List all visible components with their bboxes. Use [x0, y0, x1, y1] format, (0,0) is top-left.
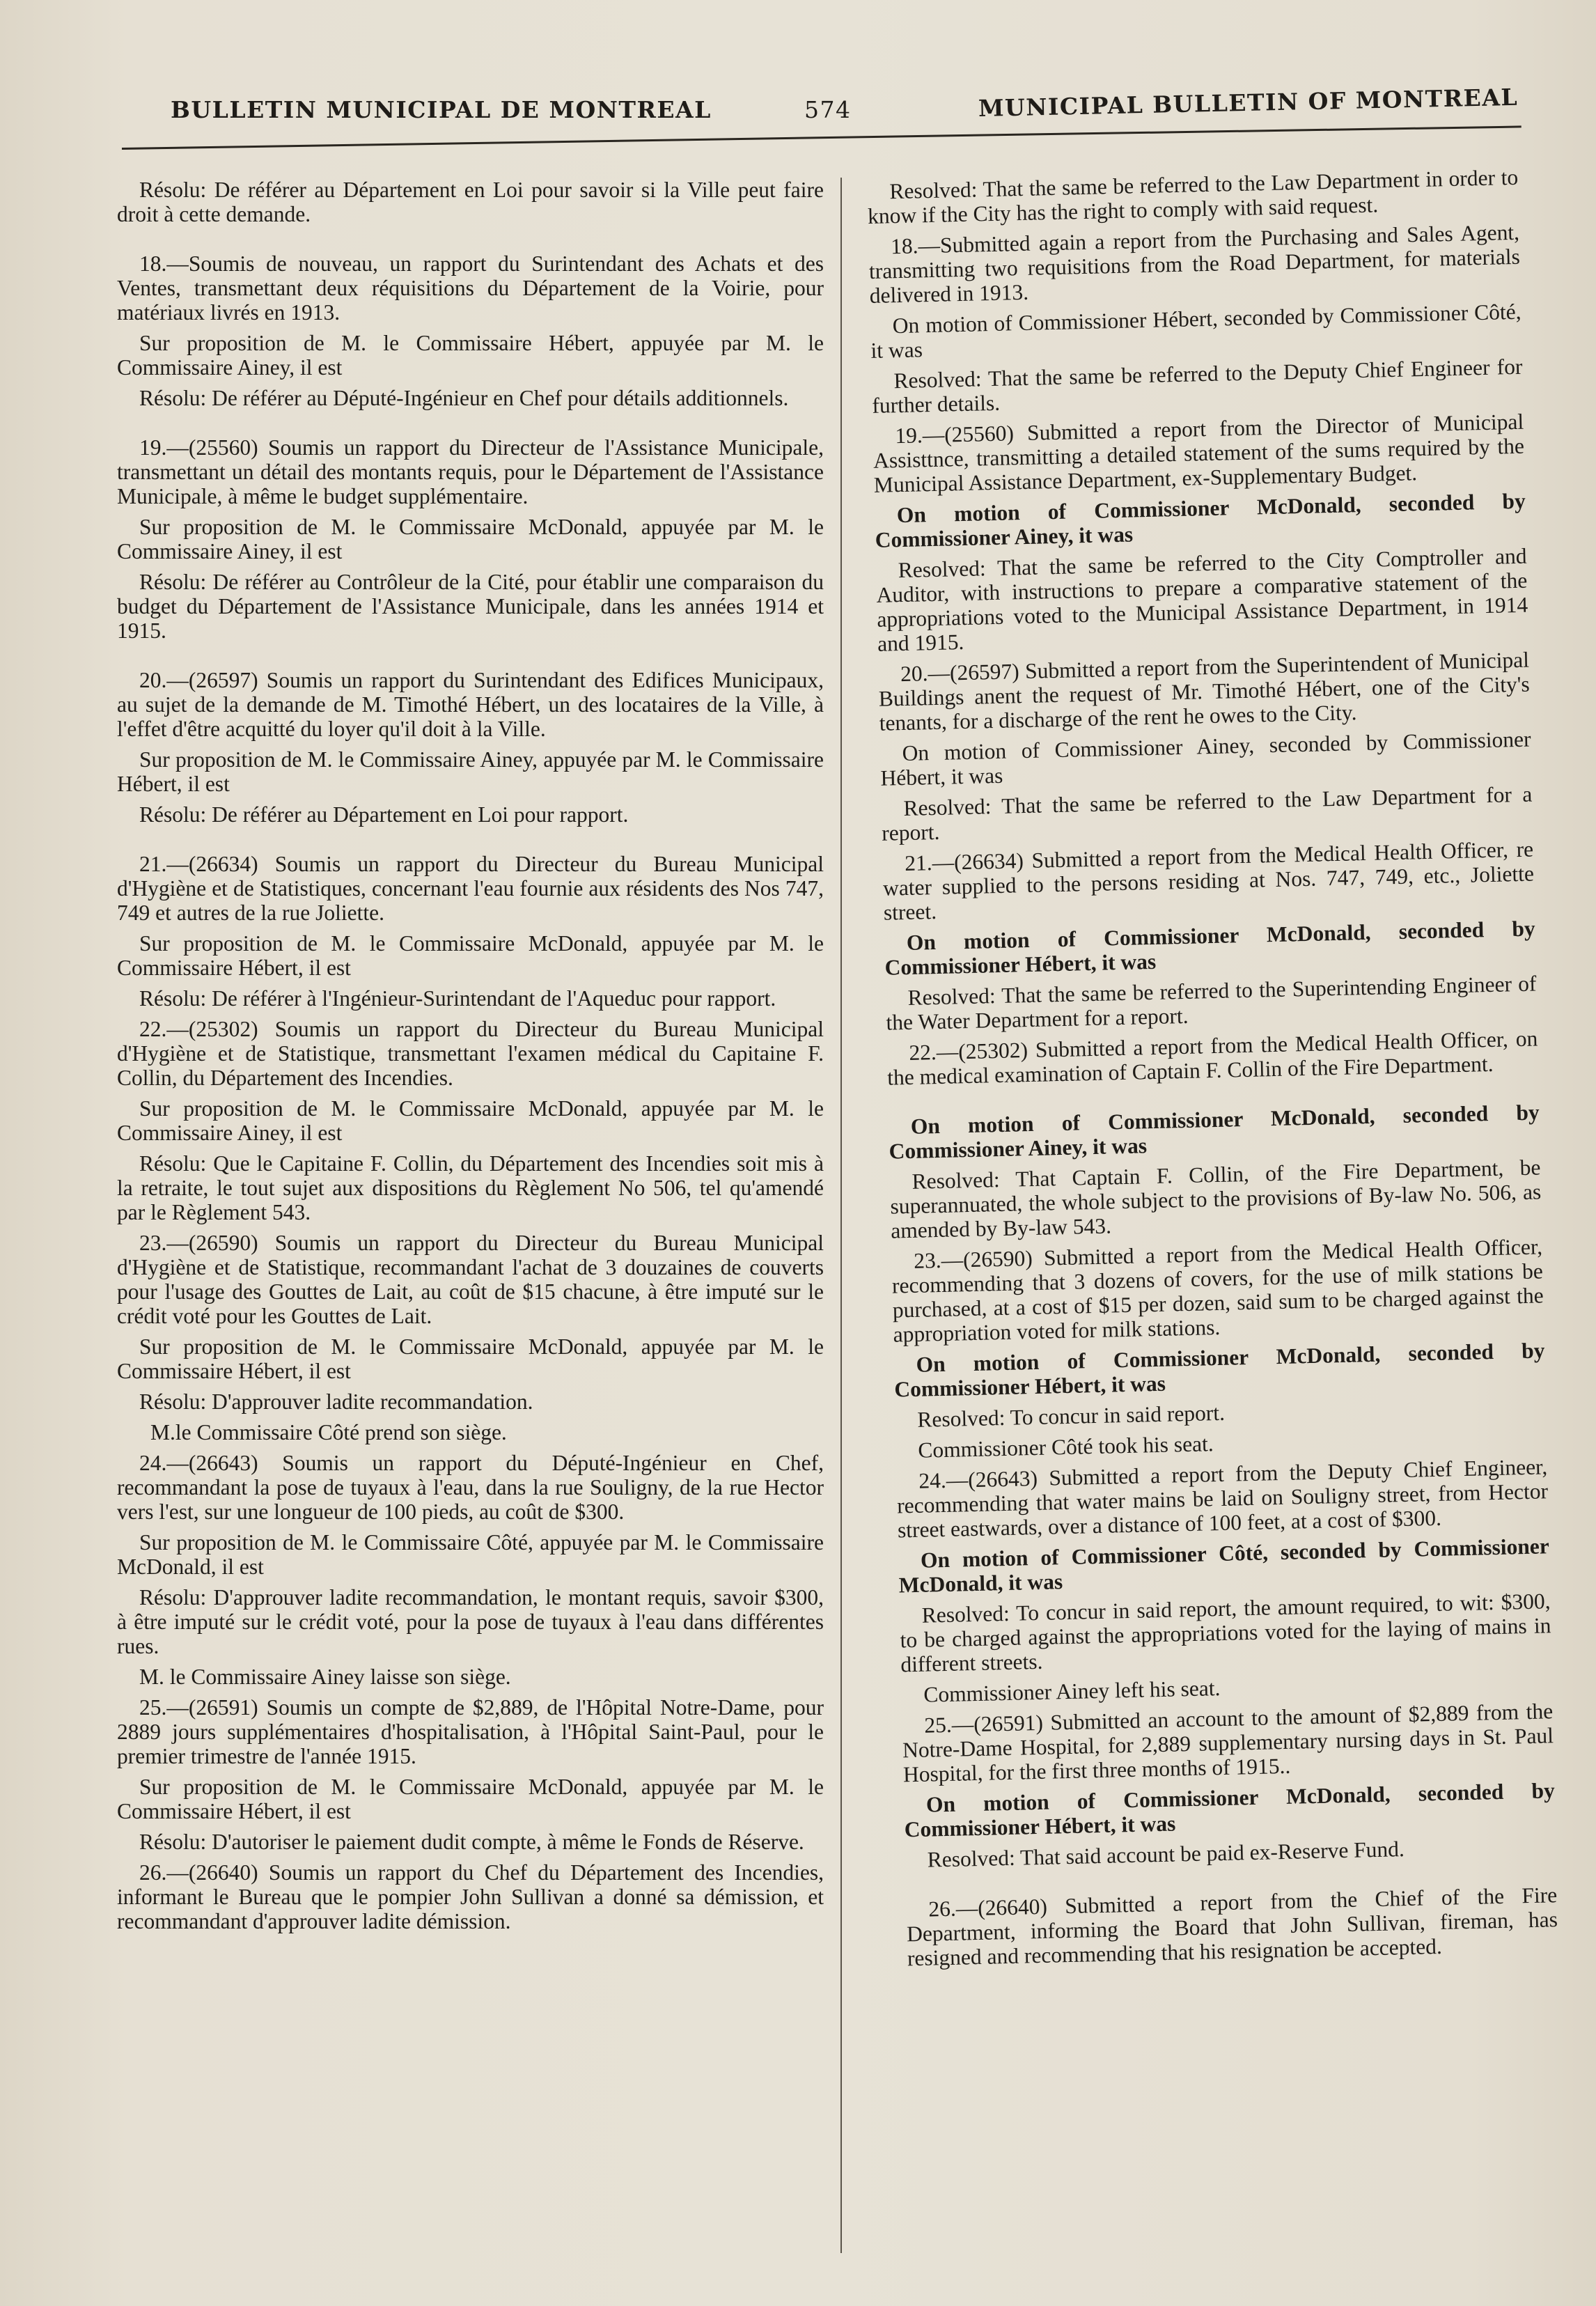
- paragraph: 22.—(25302) Submitted a report from the Medical Health Officer, on the medical examination of Captain F. Collin of the Fire Department.: [886, 1026, 1538, 1090]
- paragraph: On motion of Commissioner Ainey, seconded by Commissioner Hébert, it was: [880, 726, 1531, 790]
- paragraph: 22.—(25302) Soumis un rapport du Directeur du Bureau Municipal d'Hygiène et de Statistique, transmettant l'examen médical du Capitaine F. Collin, du Département des Incendies.: [117, 1017, 824, 1090]
- paragraph: Resolved: That the same be referred to the Deputy Chief Engineer for further details.: [871, 354, 1523, 418]
- paragraph: Sur proposition de M. le Commissaire McDonald, appuyée par M. le Commissaire Hébert, il est: [117, 931, 824, 980]
- paragraph: 18.—Soumis de nouveau, un rapport du Surintendant des Achats et des Ventes, transmettant deux réquisitions du Département de la Voirie, pour matériaux livrés en 1913.: [117, 251, 824, 325]
- paragraph: 24.—(26643) Submitted a report from the Deputy Chief Engineer, recommending that water mains be laid on Souligny street, from Hector street eastwards, over a distance of 100 feet, at a cost of $300.: [896, 1454, 1549, 1543]
- paragraph: 18.—Submitted again a report from the Purchasing and Sales Agent, transmitting two requisitions from the Road Department, for materials delivered in 1913.: [868, 219, 1521, 308]
- paragraph: Résolu: De référer au Député-Ingénieur en Chef pour détails additionnels.: [139, 386, 789, 410]
- paragraph: Commissioner Ainey left his seat.: [923, 1676, 1221, 1707]
- paragraph: 19.—(25560) Submitted a report from the Director of Municipal Assisttnce, transmitting a detailed statement of the sums required by the Municipal Assistance Department, ex-Supplementary Budget.: [873, 409, 1525, 497]
- paragraph: Sur proposition de M. le Commissaire Ainey, appuyée par M. le Commissaire Hébert, il est: [117, 747, 824, 796]
- paragraph: 26.—(26640) Submitted a report from the Chief of the Fire Department, informing the Board that John Sullivan, fireman, has resigned and recommending that his resignation be accepted.: [906, 1883, 1558, 1971]
- paragraph: Résolu: Que le Capitaine F. Collin, du Département des Incendies soit mis à la retraite, le tout sujet aux dispositions du Règlement No 506, tel qu'amendé par le Règlement 543.: [117, 1151, 824, 1224]
- paragraph: Sur proposition de M. le Commissaire McDonald, appuyée par M. le Commissaire Ainey, il est: [117, 1096, 824, 1145]
- paragraph: 19.—(25560) Soumis un rapport du Directeur de l'Assistance Municipale, transmettant un détail des montants requis, pour le Département de l'Assistance Municipale, à même le budget supplémentaire.: [117, 435, 824, 508]
- paragraph: Résolu: De référer au Contrôleur de la Cité, pour établir une comparaison du budget du Département de l'Assistance Municipale, dans les années 1914 et 1915.: [117, 570, 824, 643]
- paragraph: On motion of Commissioner McDonald, seconded by Commissioner Hébert, it was: [904, 1778, 1556, 1842]
- paragraph: Sur proposition de M. le Commissaire McDonald, appuyée par M. le Commissaire Hébert, il est: [117, 1775, 824, 1823]
- paragraph: On motion of Commissioner McDonald, seconded by Commissioner Ainey, it was: [875, 488, 1526, 552]
- paragraph: On motion of Commissioner Hébert, seconded by Commissioner Côté, it was: [870, 299, 1521, 363]
- column-divider: [840, 178, 842, 2253]
- paragraph: Sur proposition de M. le Commissaire Côté, appuyée par M. le Commissaire McDonald, il est: [117, 1530, 824, 1579]
- paragraph: On motion of Commissioner McDonald, seconded by Commissioner Hébert, it was: [894, 1338, 1545, 1402]
- paragraph: 26.—(26640) Soumis un rapport du Chef du Département des Incendies, informant le Bureau que le pompier John Sullivan a donné sa démission, et recommandant d'approuver ladite démission.: [117, 1860, 824, 1933]
- paragraph: 20.—(26597) Submitted a report from the Superintendent of Municipal Buildings anent the request of Mr. Timothé Hébert, one of the City's tenants, for a discharge of the rent he owes to the City.: [878, 647, 1531, 735]
- header-title-english: MUNICIPAL BULLETIN OF MONTREAL: [978, 83, 1519, 122]
- paragraph: Sur proposition de M. le Commissaire McDonald, appuyée par M. le Commissaire Ainey, il est: [117, 515, 824, 563]
- paragraph: 24.—(26643) Soumis un rapport du Député-Ingénieur en Chef, recommandant la pose de tuyaux à l'eau, dans la rue Souligny, de la rue Hector vers l'est, sur une longueur de 100 pieds, au coût de $300.: [117, 1451, 824, 1524]
- paragraph: On motion of Commissioner McDonald, seconded by Commissioner Hébert, it was: [884, 916, 1536, 980]
- paragraph: Commissioner Côté took his seat.: [918, 1431, 1214, 1463]
- paragraph: Résolu: De référer au Département en Loi pour rapport.: [139, 802, 629, 827]
- paragraph: Resolved: That Captain F. Collin, of the Fire Department, be superannuated, the whole subject to the provisions of By-law No. 506, as amended by By-law 543.: [890, 1155, 1542, 1243]
- paragraph: 25.—(26591) Submitted an account to the amount of $2,889 from the Notre-Dame Hospital, for 2,889 supplementary nursing days in St. Paul Hospital, for the first three months of 1915..: [902, 1699, 1554, 1787]
- paragraph: Resolved: To concur in said report.: [917, 1400, 1226, 1432]
- paragraph: 20.—(26597) Soumis un rapport du Surintendant des Edifices Municipaux, au sujet de la demande de M. Timothé Hébert, un des locataires de la Ville, à l'effet d'être acquitté du loyer qu'il doit à la Ville.: [117, 668, 824, 741]
- paragraph: 23.—(26590) Soumis un rapport du Directeur du Bureau Municipal d'Hygiène et de Statistique, recommandant l'achat de 3 douzaines de couverts pour l'usage des Gouttes de Lait, au coût de $15 chacune, à être imputé sur le crédit voté pour les Gouttes de Lait.: [117, 1231, 824, 1328]
- paragraph: Resolved: To concur in said report, the amount required, to wit: $300, to be charged against the appropriations voted for the laying of mains in different streets.: [900, 1589, 1551, 1677]
- paragraph: 25.—(26591) Soumis un compte de $2,889, de l'Hôpital Notre-Dame, pour 2889 jours supplémentaires d'hospitalisation, à l'Hôpital Saint-Paul, pour le premier trimestre de l'année 1915.: [117, 1695, 824, 1768]
- paragraph: Résolu: D'autoriser le paiement dudit compte, à même le Fonds de Réserve.: [139, 1830, 804, 1854]
- paragraph: Sur proposition de M. le Commissaire Hébert, appuyée par M. le Commissaire Ainey, il est: [117, 331, 824, 380]
- paragraph: Sur proposition de M. le Commissaire McDonald, appuyée par M. le Commissaire Hébert, il est: [117, 1334, 824, 1383]
- page-header: [164, 83, 1521, 131]
- header-title-french: BULLETIN MUNICIPAL DE MONTREAL: [171, 96, 712, 123]
- paragraph: Resolved: That the same be referred to the City Comptroller and Auditor, with instructions to prepare a comparative statement of the appropriations voted to the Municipal Assistance Department, in 1914 and 1915.: [876, 543, 1528, 656]
- paragraph: On motion of Commissioner McDonald, seconded by Commissioner Ainey, it was: [889, 1100, 1540, 1164]
- page-number: 574: [804, 96, 852, 123]
- paragraph: Resolved: That the same be referred to the Law Department in order to know if the City has the right to comply with said request.: [867, 164, 1519, 228]
- paragraph: Resolved: That the same be referred to the Law Department for a report.: [881, 781, 1533, 846]
- paragraph: Resolved: That said account be paid ex-Reserve Fund.: [927, 1837, 1405, 1872]
- paragraph: On motion of Commissioner Côté, seconded by Commissioner McDonald, it was: [898, 1534, 1550, 1598]
- paragraph: Résolu: D'approuver ladite recommandation.: [139, 1389, 533, 1414]
- paragraph: Résolu: D'approuver ladite recommandation, le montant requis, savoir $300, à être imputé sur le crédit voté, pour la pose de tuyaux à l'eau dans différentes rues.: [117, 1585, 824, 1658]
- paragraph: 23.—(26590) Submitted a report from the Medical Health Officer, recommending that 3 dozens of covers, for the use of milk stations be purchased, at a cost of $15 per dozen, said sum to be charged against the appropriation voted for milk stations.: [891, 1234, 1544, 1347]
- paragraph: M. le Commissaire Ainey laisse son siège.: [139, 1665, 511, 1689]
- paragraph: 21.—(26634) Submitted a report from the Medical Health Officer, re water supplied to the persons residing at Nos. 747, 749, etc., Joliette street.: [882, 836, 1535, 925]
- paragraph: M.le Commissaire Côté prend son siège.: [150, 1420, 507, 1444]
- paragraph: Résolu: De référer à l'Ingénieur-Surintendant de l'Aqueduc pour rapport.: [139, 986, 776, 1011]
- paragraph: 21.—(26634) Soumis un rapport du Directeur du Bureau Municipal d'Hygiène et de Statistiques, concernant l'eau fournie aux résidents des Nos 747, 749 et autres de la rue Joliette.: [117, 852, 824, 925]
- english-column: [867, 165, 1558, 1977]
- paragraph: Résolu: De référer au Département en Loi pour savoir si la Ville peut faire droit à cette demande.: [117, 178, 824, 226]
- french-column: [117, 178, 824, 1940]
- paragraph: Resolved: That the same be referred to the Superintending Engineer of the Water Department for a report.: [886, 971, 1537, 1035]
